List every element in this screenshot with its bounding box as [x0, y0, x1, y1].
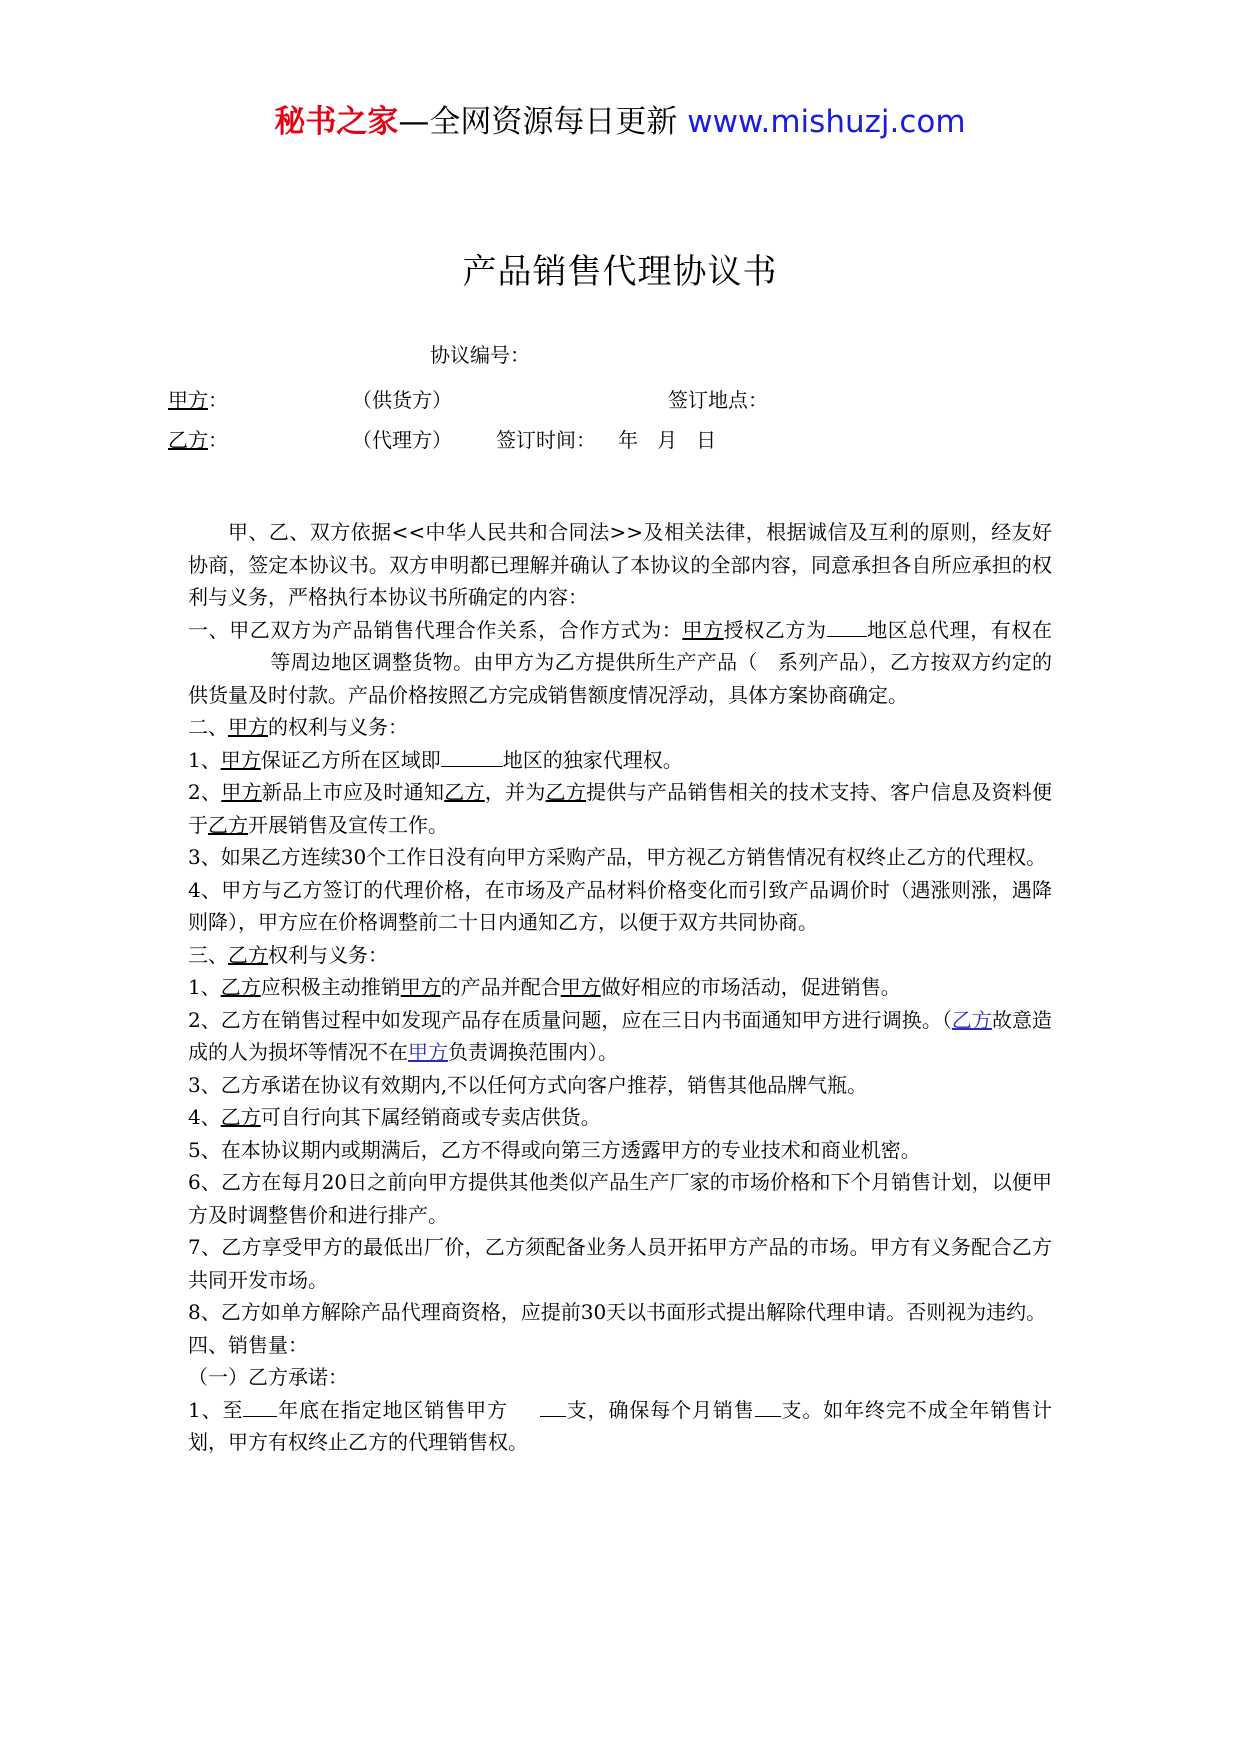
- text-run: 授权乙方为: [723, 617, 827, 642]
- section-3-item-4: [188, 1101, 1052, 1134]
- section-3-item-8: 8、乙方如单方解除产品代理商资格，应提前30天以书面形式提出解除代理申请。否则视为违约。: [188, 1300, 1047, 1324]
- party-a-colon: ：: [208, 388, 228, 412]
- party-a-link[interactable]: 甲方: [408, 1040, 448, 1064]
- text-run: 地区的独家代理权。: [502, 747, 683, 772]
- text-run: 1、至: [188, 1397, 244, 1422]
- text-run: 支。如年终完不成全年销售计划，甲方有权终止乙方的代理销售权。: [188, 1397, 1053, 1454]
- text-run: 故意造成的人为损坏等情况不在: [188, 1007, 1052, 1064]
- text-run: 开展销售及宣传工作。: [248, 812, 448, 837]
- text-run: 系列产品），乙方按双方约定的供货量及时付款。产品价格按照乙方完成销售额度情况浮动，具体方案协商确定。: [188, 650, 1053, 707]
- document-title: 产品销售代理协议书: [462, 252, 778, 292]
- section-4-heading: 四、销售量：: [188, 1332, 308, 1357]
- text-run: 2、: [188, 780, 222, 804]
- section-3-item-5: 5、在本协议期内或期满后，乙方不得或向第三方透露甲方的专业技术和商业机密。: [188, 1137, 921, 1162]
- party-a-ref: 甲方: [221, 780, 262, 804]
- section-2-heading: [188, 711, 1052, 744]
- section-3-heading: [188, 939, 1052, 972]
- party-b-ref: 乙方: [220, 1105, 261, 1129]
- section-3-item-7: 7、乙方享受甲方的最低出厂价，乙方须配备业务人员开拓甲方产品的市场。甲方有义务配合乙方共同开发市场。: [188, 1235, 1052, 1292]
- banner-url-link[interactable]: www.mishuzj.com: [687, 104, 966, 140]
- party-a-ref: 甲方: [220, 747, 261, 772]
- agreement-number-label: 协议编号：: [430, 343, 530, 367]
- text-run: 1、: [188, 747, 221, 772]
- text-run: ，并为: [484, 780, 546, 804]
- text-run: 支，确保每个月销售: [565, 1397, 755, 1422]
- intro-paragraph: 甲、乙、双方依据<<中华人民共和合同法>>及相关法律，根据诚信及互利的原则，经友好协商，签定本协议书。双方申明都已理解并确认了本协议的全部内容，同意承担各自所应承担的权利与义务，严格执行本协议书所确定的内容：: [188, 520, 1052, 609]
- section-3-item-2: [188, 1004, 1052, 1069]
- party-b-colon: ：: [208, 428, 228, 452]
- section-4-item-1: [188, 1394, 1052, 1459]
- text-run: 年底在指定地区销售甲方: [277, 1397, 508, 1422]
- site-banner: [0, 102, 1240, 142]
- party-b-role: （代理方）: [352, 428, 452, 452]
- text-run: 新品上市应及时通知: [261, 780, 445, 804]
- text-run: 4、: [188, 1105, 221, 1129]
- text-run: 权利与义务：: [268, 942, 388, 967]
- sign-time-label: 签订时间：: [496, 428, 596, 452]
- banner-brand: 秘书之家: [274, 104, 399, 140]
- section-2-item-4: 4、甲方与乙方签订的代理价格，在市场及产品材料价格变化而引致产品调价时（遇涨则涨，遇降则降），甲方应在价格调整前二十日内通知乙方，以便于双方共同协商。: [188, 877, 1052, 934]
- section-2-item-1: [188, 744, 1052, 777]
- party-b-label: [168, 426, 228, 454]
- text-run: 2、乙方在销售过程中如发现产品存在质量问题，应在三日内书面通知甲方进行调换。（: [188, 1007, 952, 1032]
- party-a-ref: 甲方: [400, 975, 441, 999]
- party-a-ref: 甲方: [228, 715, 268, 739]
- party-a-name: 甲方: [168, 388, 208, 412]
- fill-blank[interactable]: [441, 746, 503, 767]
- section-4-subheading: （一）乙方承诺：: [188, 1365, 348, 1389]
- section-1-paragraph: [188, 614, 1052, 712]
- fill-blank[interactable]: [755, 1396, 781, 1417]
- text-run: 提供与产品销售相关的技术支持、客户信息及资料便于: [188, 780, 1053, 837]
- section-2-item-3: 3、如果乙方连续30个工作日没有向甲方采购产品，甲方视乙方销售情况有权终止乙方的代理权。: [188, 845, 1047, 869]
- text-run: 地区总代理，有权在: [866, 617, 1053, 642]
- text-run: 负责调换范围内）。: [448, 1040, 618, 1064]
- party-b-ref: 乙方: [444, 780, 485, 804]
- party-b-ref: 乙方: [208, 812, 248, 837]
- text-run: 二、: [188, 715, 228, 739]
- section-3-item-3: 3、乙方承诺在协议有效期内,不以任何方式向客户推荐，销售其他品牌气瓶。: [188, 1072, 868, 1097]
- text-run: 的权利与义务：: [268, 715, 408, 739]
- party-b-link[interactable]: 乙方: [951, 1007, 992, 1032]
- party-b-ref: 乙方: [220, 975, 261, 999]
- party-b-ref: 乙方: [545, 780, 587, 804]
- party-a-ref: 甲方: [560, 975, 601, 999]
- text-run: 保证乙方所在区域即: [260, 747, 441, 772]
- text-run: 做好相应的市场活动，促进销售。: [600, 975, 901, 999]
- text-run: 1、: [188, 975, 221, 999]
- party-b-ref: 乙方: [228, 942, 268, 967]
- text-run: 的产品并配合: [440, 975, 561, 999]
- text-run: 一、甲乙双方为产品销售代理合作关系，合作方式为：: [188, 617, 683, 642]
- banner-slogan: —全网资源每日更新: [398, 104, 678, 140]
- party-b-name: 乙方: [168, 428, 208, 452]
- sign-date: 年 月 日: [618, 428, 717, 452]
- party-a-label: [168, 386, 228, 414]
- agreement-body: [188, 516, 1052, 1459]
- fill-blank[interactable]: [540, 1396, 566, 1417]
- text-run: 三、: [188, 942, 228, 967]
- text-run: 可自行向其下属经销商或专卖店供货。: [260, 1105, 601, 1129]
- party-a-role: （供货方）: [352, 388, 452, 412]
- section-2-item-2: [188, 776, 1052, 841]
- sign-place-label: 签订地点：: [668, 388, 768, 412]
- section-3-item-1: [188, 971, 1052, 1004]
- party-a-ref: 甲方: [682, 617, 724, 642]
- section-3-item-6: 6、乙方在每月20日之前向甲方提供其他类似产品生产厂家的市场价格和下个月销售计划，以便甲方及时调整售价和进行排产。: [188, 1170, 1052, 1227]
- fill-blank[interactable]: [827, 616, 867, 637]
- text-run: 应积极主动推销: [260, 975, 401, 999]
- fill-blank[interactable]: [243, 1396, 277, 1417]
- text-run: 等周边地区调整货物。由甲方为乙方提供所生产产品（: [270, 650, 758, 674]
